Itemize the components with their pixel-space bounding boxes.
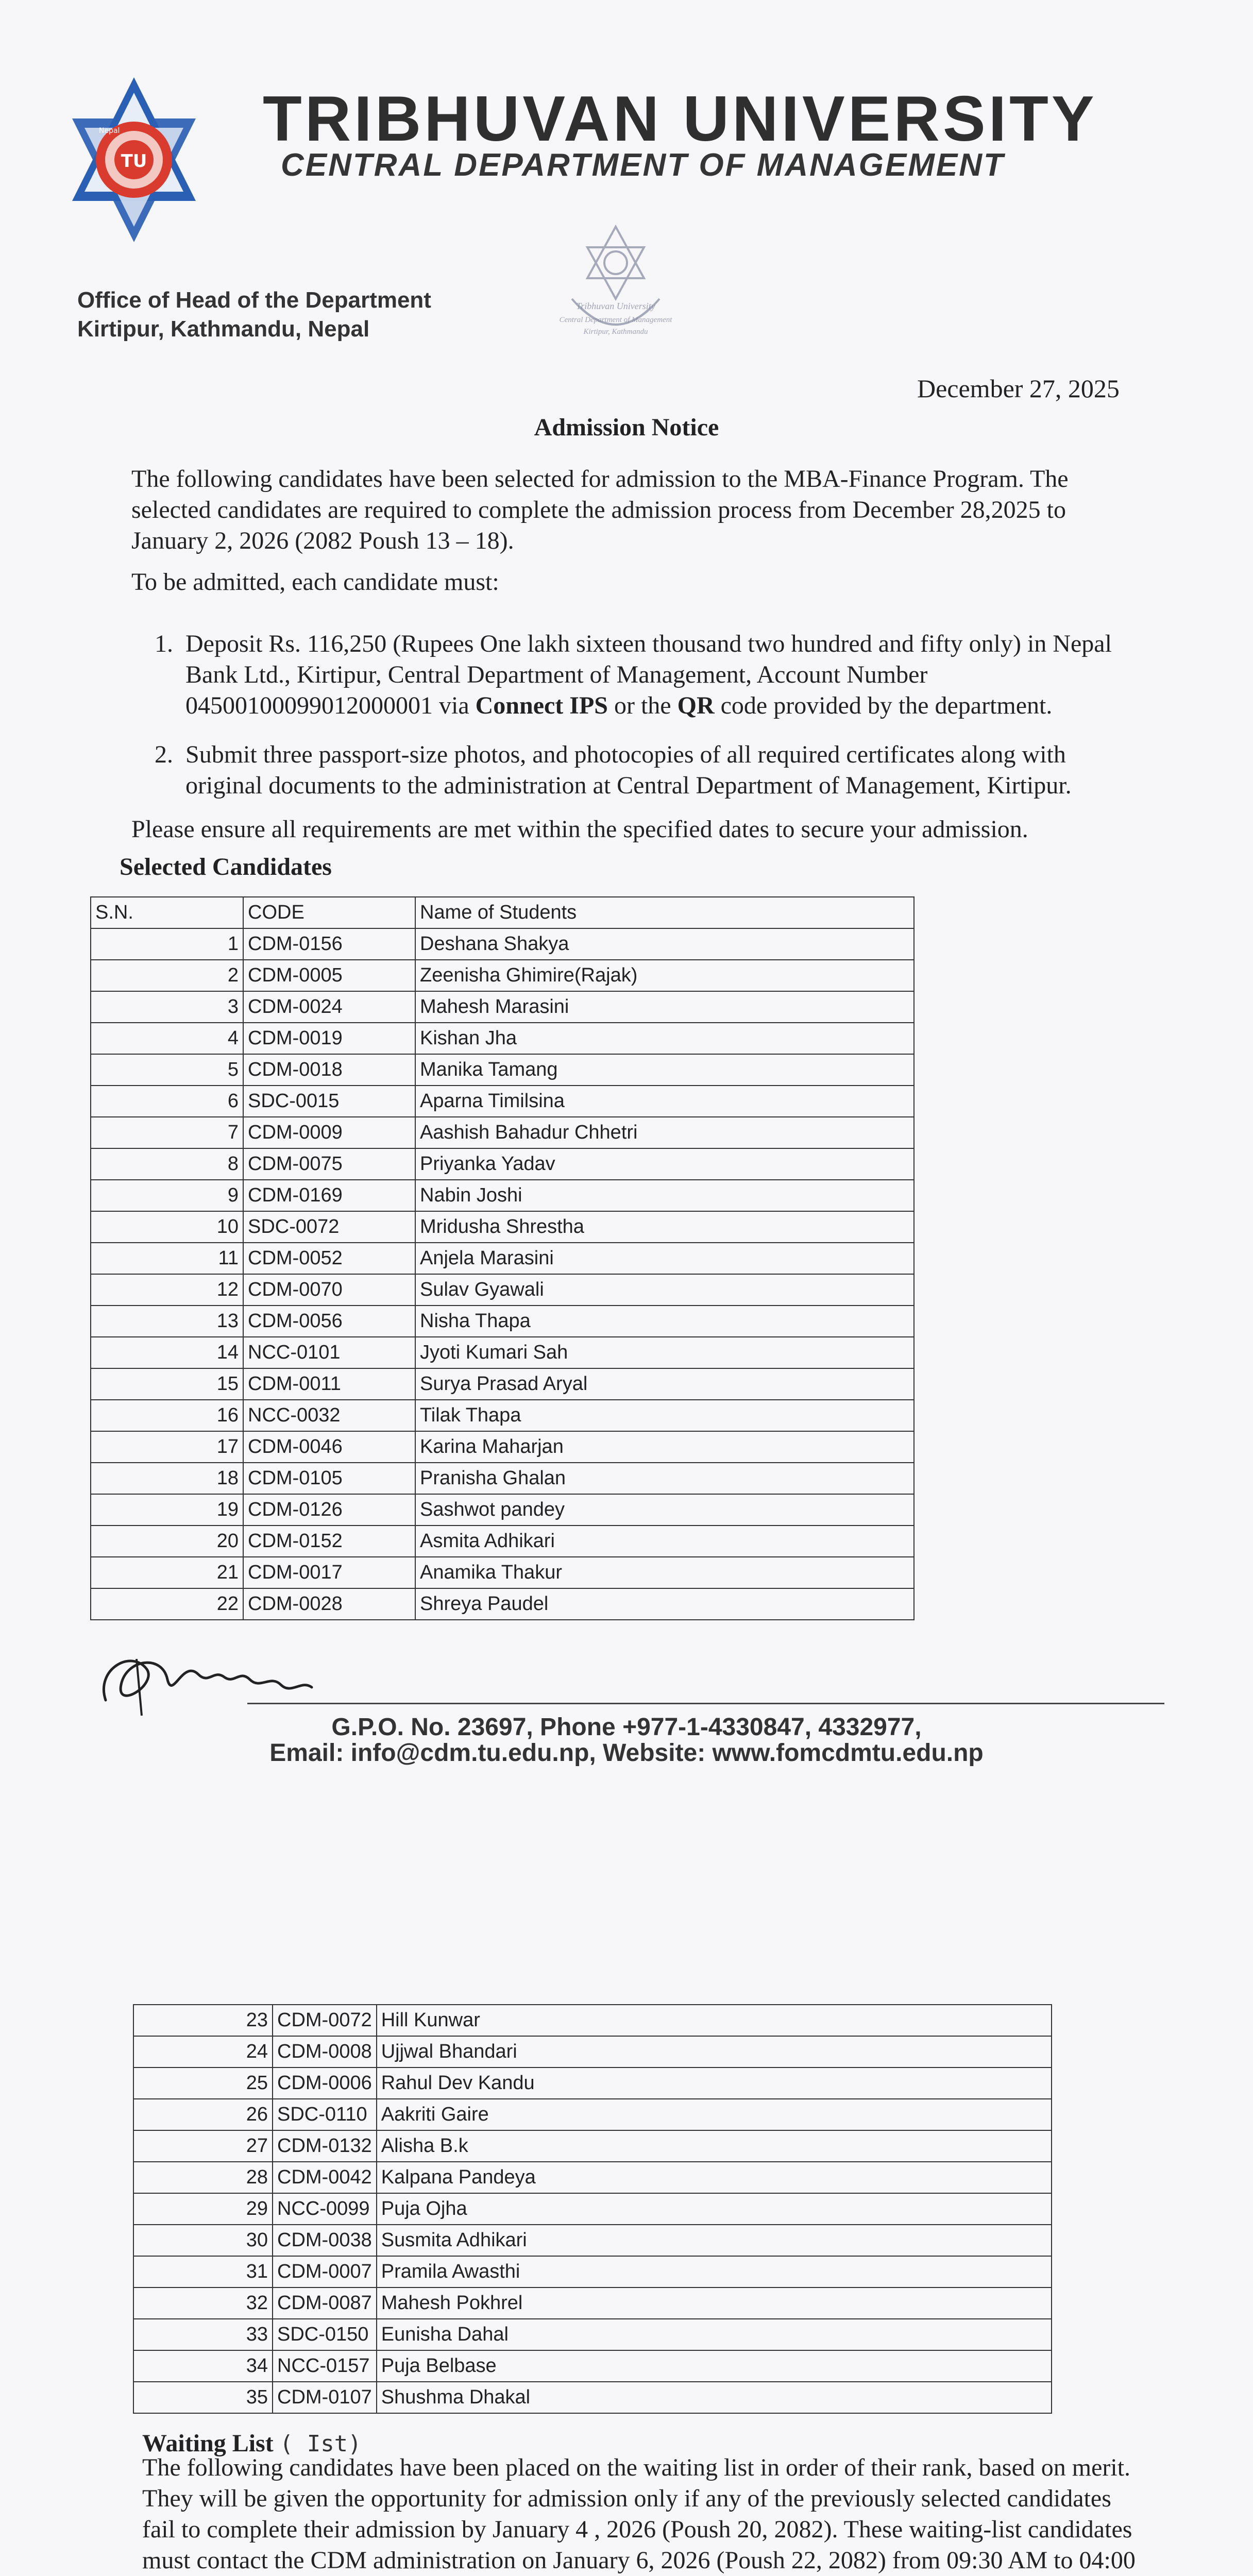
- requirement-lead: To be admitted, each candidate must:: [131, 568, 499, 596]
- name-cell: Puja Ojha: [377, 2193, 1052, 2225]
- office-line-2: Kirtipur, Kathmandu, Nepal: [77, 316, 370, 342]
- code-cell: CDM-0152: [243, 1526, 415, 1557]
- table-row: [133, 2319, 1052, 2350]
- notice-date: December 27, 2025: [917, 374, 1120, 403]
- seal-line-1: Tribhuvan University: [576, 301, 655, 311]
- table-row: [133, 2225, 1052, 2256]
- table-row: [91, 1588, 914, 1620]
- name-cell: Shreya Paudel: [415, 1588, 914, 1620]
- code-cell: NCC-0032: [243, 1400, 415, 1431]
- sn-header: S.N.: [91, 897, 243, 928]
- table-row: [133, 2067, 1052, 2099]
- requirement-2-text: Submit three passport-size photos, and photocopies of all required certificates along with original documents to the administration at Central Department of Management, Kirtipur.: [185, 741, 1072, 799]
- name-cell: Susmita Adhikari: [377, 2225, 1052, 2256]
- table-header-row: [91, 897, 914, 928]
- table-row: [133, 2036, 1052, 2067]
- name-cell: Anjela Marasini: [415, 1243, 914, 1274]
- code-cell: NCC-0099: [273, 2193, 377, 2225]
- connect-ips-label: Connect IPS: [475, 692, 608, 719]
- table-row: [133, 2256, 1052, 2287]
- name-cell: Aashish Bahadur Chhetri: [415, 1117, 914, 1148]
- footer-divider: [247, 1703, 1164, 1704]
- table-row: [91, 991, 914, 1023]
- waiting-list-handwritten-note: ( Ist): [279, 2431, 362, 2457]
- name-cell: Nisha Thapa: [415, 1306, 914, 1337]
- department-seal-stamp: [556, 222, 675, 350]
- code-cell: CDM-0008: [273, 2036, 377, 2067]
- sn-cell: 32: [133, 2287, 273, 2319]
- code-cell: SDC-0150: [273, 2319, 377, 2350]
- code-cell: CDM-0005: [243, 960, 415, 991]
- seal-line-3: Kirtipur, Kathmandu: [583, 328, 648, 336]
- university-name: TRIBHUVAN UNIVERSITY: [263, 83, 1097, 155]
- code-cell: CDM-0105: [243, 1463, 415, 1494]
- sn-cell: 17: [91, 1431, 243, 1463]
- code-cell: CDM-0169: [243, 1180, 415, 1211]
- name-cell: Alisha B.k: [377, 2130, 1052, 2162]
- sn-cell: 16: [91, 1400, 243, 1431]
- name-cell: Rahul Dev Kandu: [377, 2067, 1052, 2099]
- name-cell: Mahesh Marasini: [415, 991, 914, 1023]
- code-cell: CDM-0132: [273, 2130, 377, 2162]
- table-row: [133, 2130, 1052, 2162]
- sn-cell: 31: [133, 2256, 273, 2287]
- sn-cell: 11: [91, 1243, 243, 1274]
- name-cell: Karina Maharjan: [415, 1431, 914, 1463]
- office-address: [77, 286, 431, 344]
- sn-cell: 6: [91, 1086, 243, 1117]
- sn-cell: 27: [133, 2130, 273, 2162]
- code-cell: CDM-0107: [273, 2382, 377, 2413]
- sn-cell: 20: [91, 1526, 243, 1557]
- name-cell: Sulav Gyawali: [415, 1274, 914, 1306]
- table-row: [133, 2162, 1052, 2193]
- code-cell: CDM-0072: [273, 2005, 377, 2036]
- sn-cell: 8: [91, 1148, 243, 1180]
- table-row: [91, 1086, 914, 1117]
- code-header: CODE: [243, 897, 415, 928]
- sn-cell: 14: [91, 1337, 243, 1368]
- sn-cell: 4: [91, 1023, 243, 1054]
- code-cell: CDM-0006: [273, 2067, 377, 2099]
- intro-paragraph: The following candidates have been selected for admission to the MBA-Finance Program. The selected candidates are required to complete the admission process from December 28,2025 to January 2, 2026 (2082 Poush 13 – 18).: [131, 465, 1069, 554]
- code-cell: CDM-0017: [243, 1557, 415, 1588]
- name-cell: Anamika Thakur: [415, 1557, 914, 1588]
- code-cell: CDM-0007: [273, 2256, 377, 2287]
- name-cell: Puja Belbase: [377, 2350, 1052, 2382]
- code-cell: CDM-0042: [273, 2162, 377, 2193]
- sn-cell: 25: [133, 2067, 273, 2099]
- table-row: [91, 1023, 914, 1054]
- sn-cell: 18: [91, 1463, 243, 1494]
- sn-cell: 12: [91, 1274, 243, 1306]
- table-row: [133, 2099, 1052, 2130]
- name-cell: Kishan Jha: [415, 1023, 914, 1054]
- sn-cell: 35: [133, 2382, 273, 2413]
- code-cell: CDM-0126: [243, 1494, 415, 1526]
- requirement-item-1: 1. Deposit Rs. 116,250 (Rupees One lakh sixteen thousand two hundred and fifty only) in Nepal Bank Ltd., Kirtipur, Central Department of Management, Account Number 04500100099012000001 via Connect IPS or the QR code provided by the department.: [155, 629, 1133, 721]
- sn-cell: 26: [133, 2099, 273, 2130]
- tribhuvan-university-logo: [67, 72, 201, 242]
- table-row: [91, 1211, 914, 1243]
- logo-monogram: TU: [121, 151, 147, 172]
- name-cell: Asmita Adhikari: [415, 1526, 914, 1557]
- code-cell: SDC-0110: [273, 2099, 377, 2130]
- name-cell: Pranisha Ghalan: [415, 1463, 914, 1494]
- waiting-list-heading: Waiting List ( Ist): [142, 2430, 362, 2457]
- selected-heading: Selected Candidates: [120, 853, 332, 880]
- sn-cell: 28: [133, 2162, 273, 2193]
- table-row: [133, 2005, 1052, 2036]
- selected-candidates-table-continued: [133, 2004, 1052, 2414]
- name-cell: Aakriti Gaire: [377, 2099, 1052, 2130]
- sn-cell: 10: [91, 1211, 243, 1243]
- requirement-1-text: Deposit Rs. 116,250 (Rupees One lakh sixteen thousand two hundred and fifty only) in Nepal Bank Ltd., Kirtipur, Central Department of Management, Account Number 04500100099012000001 via Connect IPS or the QR code provided by the department.: [185, 630, 1112, 719]
- name-cell: Deshana Shakya: [415, 928, 914, 960]
- table-row: [91, 1494, 914, 1526]
- name-cell: Aparna Timilsina: [415, 1086, 914, 1117]
- name-cell: Surya Prasad Aryal: [415, 1368, 914, 1400]
- code-cell: CDM-0009: [243, 1117, 415, 1148]
- sn-cell: 2: [91, 960, 243, 991]
- table-row: [91, 1337, 914, 1368]
- code-cell: CDM-0038: [273, 2225, 377, 2256]
- table-row: [91, 960, 914, 991]
- name-cell: Eunisha Dahal: [377, 2319, 1052, 2350]
- selected-candidates-table: [90, 896, 915, 1620]
- code-cell: CDM-0011: [243, 1368, 415, 1400]
- code-cell: NCC-0157: [273, 2350, 377, 2382]
- logo-label: Nepal: [99, 127, 120, 135]
- table-row: [133, 2382, 1052, 2413]
- code-cell: CDM-0056: [243, 1306, 415, 1337]
- code-cell: CDM-0087: [273, 2287, 377, 2319]
- code-cell: CDM-0018: [243, 1054, 415, 1086]
- code-cell: CDM-0052: [243, 1243, 415, 1274]
- table-row: [91, 1117, 914, 1148]
- sn-cell: 30: [133, 2225, 273, 2256]
- sn-cell: 19: [91, 1494, 243, 1526]
- table-row: [91, 1054, 914, 1086]
- name-cell: Manika Tamang: [415, 1054, 914, 1086]
- code-cell: SDC-0015: [243, 1086, 415, 1117]
- requirement-item-2: 2. Submit three passport-size photos, and photocopies of all required certificates along with original documents to the administration at Central Department of Management, Kirtipur.: [155, 739, 1133, 801]
- name-cell: Pramila Awasthi: [377, 2256, 1052, 2287]
- sn-cell: 15: [91, 1368, 243, 1400]
- table-row: [91, 1526, 914, 1557]
- table-row: [91, 1180, 914, 1211]
- table-row: [91, 928, 914, 960]
- table-row: [91, 1368, 914, 1400]
- table-row: [91, 1431, 914, 1463]
- table-row: [91, 1148, 914, 1180]
- code-cell: CDM-0046: [243, 1431, 415, 1463]
- table-row: [133, 2350, 1052, 2382]
- sn-cell: 13: [91, 1306, 243, 1337]
- sn-cell: 5: [91, 1054, 243, 1086]
- name-cell: Priyanka Yadav: [415, 1148, 914, 1180]
- table-row: [91, 1400, 914, 1431]
- closing-sentence: Please ensure all requirements are met within the specified dates to secure your admission.: [131, 816, 1028, 843]
- sn-cell: 23: [133, 2005, 273, 2036]
- code-cell: CDM-0075: [243, 1148, 415, 1180]
- table-row: [91, 1243, 914, 1274]
- code-cell: CDM-0024: [243, 991, 415, 1023]
- code-cell: CDM-0156: [243, 928, 415, 960]
- office-line-1: Office of Head of the Department: [77, 287, 431, 313]
- name-header: Name of Students: [415, 897, 914, 928]
- sn-cell: 1: [91, 928, 243, 960]
- footer-contact-line-1: G.P.O. No. 23697, Phone +977-1-4330847, 4332977,: [331, 1714, 922, 1741]
- table-row: [91, 1306, 914, 1337]
- sn-cell: 33: [133, 2319, 273, 2350]
- notice-title: Admission Notice: [534, 414, 719, 441]
- table-row: [91, 1274, 914, 1306]
- code-cell: CDM-0070: [243, 1274, 415, 1306]
- code-cell: CDM-0028: [243, 1588, 415, 1620]
- table-row: [91, 1463, 914, 1494]
- name-cell: Kalpana Pandeya: [377, 2162, 1052, 2193]
- code-cell: SDC-0072: [243, 1211, 415, 1243]
- code-cell: CDM-0019: [243, 1023, 415, 1054]
- table-row: [91, 1557, 914, 1588]
- table-row: [133, 2193, 1052, 2225]
- sn-cell: 34: [133, 2350, 273, 2382]
- name-cell: Hill Kunwar: [377, 2005, 1052, 2036]
- sn-cell: 3: [91, 991, 243, 1023]
- sn-cell: 24: [133, 2036, 273, 2067]
- qr-label: QR: [677, 692, 715, 719]
- name-cell: Sashwot pandey: [415, 1494, 914, 1526]
- waiting-list-paragraph: The following candidates have been placed on the waiting list in order of their rank, based on merit. They will be given the opportunity for admission only if any of the previously selected candidates fail to complete their admission by January 4 , 2026 (Poush 20, 2082). These waiting-list candidates must contact the CDM administration on January 6, 2026 (Poush 22, 2082) from 09:30 AM to 04:00: [142, 2454, 1136, 2574]
- sn-cell: 7: [91, 1117, 243, 1148]
- table-row: [133, 2287, 1052, 2319]
- sn-cell: 21: [91, 1557, 243, 1588]
- department-name: CENTRAL DEPARTMENT OF MANAGEMENT: [281, 147, 1005, 183]
- seal-line-2: Central Department of Management: [559, 316, 672, 324]
- name-cell: Nabin Joshi: [415, 1180, 914, 1211]
- sn-cell: 9: [91, 1180, 243, 1211]
- sn-cell: 22: [91, 1588, 243, 1620]
- notice-page-2: [0, 1772, 1253, 2576]
- footer-contact-line-2: Email: info@cdm.tu.edu.np, Website: www.fomcdmtu.edu.np: [269, 1739, 984, 1767]
- name-cell: Jyoti Kumari Sah: [415, 1337, 914, 1368]
- name-cell: Tilak Thapa: [415, 1400, 914, 1431]
- name-cell: Mridusha Shrestha: [415, 1211, 914, 1243]
- name-cell: Zeenisha Ghimire(Rajak): [415, 960, 914, 991]
- sn-cell: 29: [133, 2193, 273, 2225]
- name-cell: Shushma Dhakal: [377, 2382, 1052, 2413]
- name-cell: Ujjwal Bhandari: [377, 2036, 1052, 2067]
- name-cell: Mahesh Pokhrel: [377, 2287, 1052, 2319]
- code-cell: NCC-0101: [243, 1337, 415, 1368]
